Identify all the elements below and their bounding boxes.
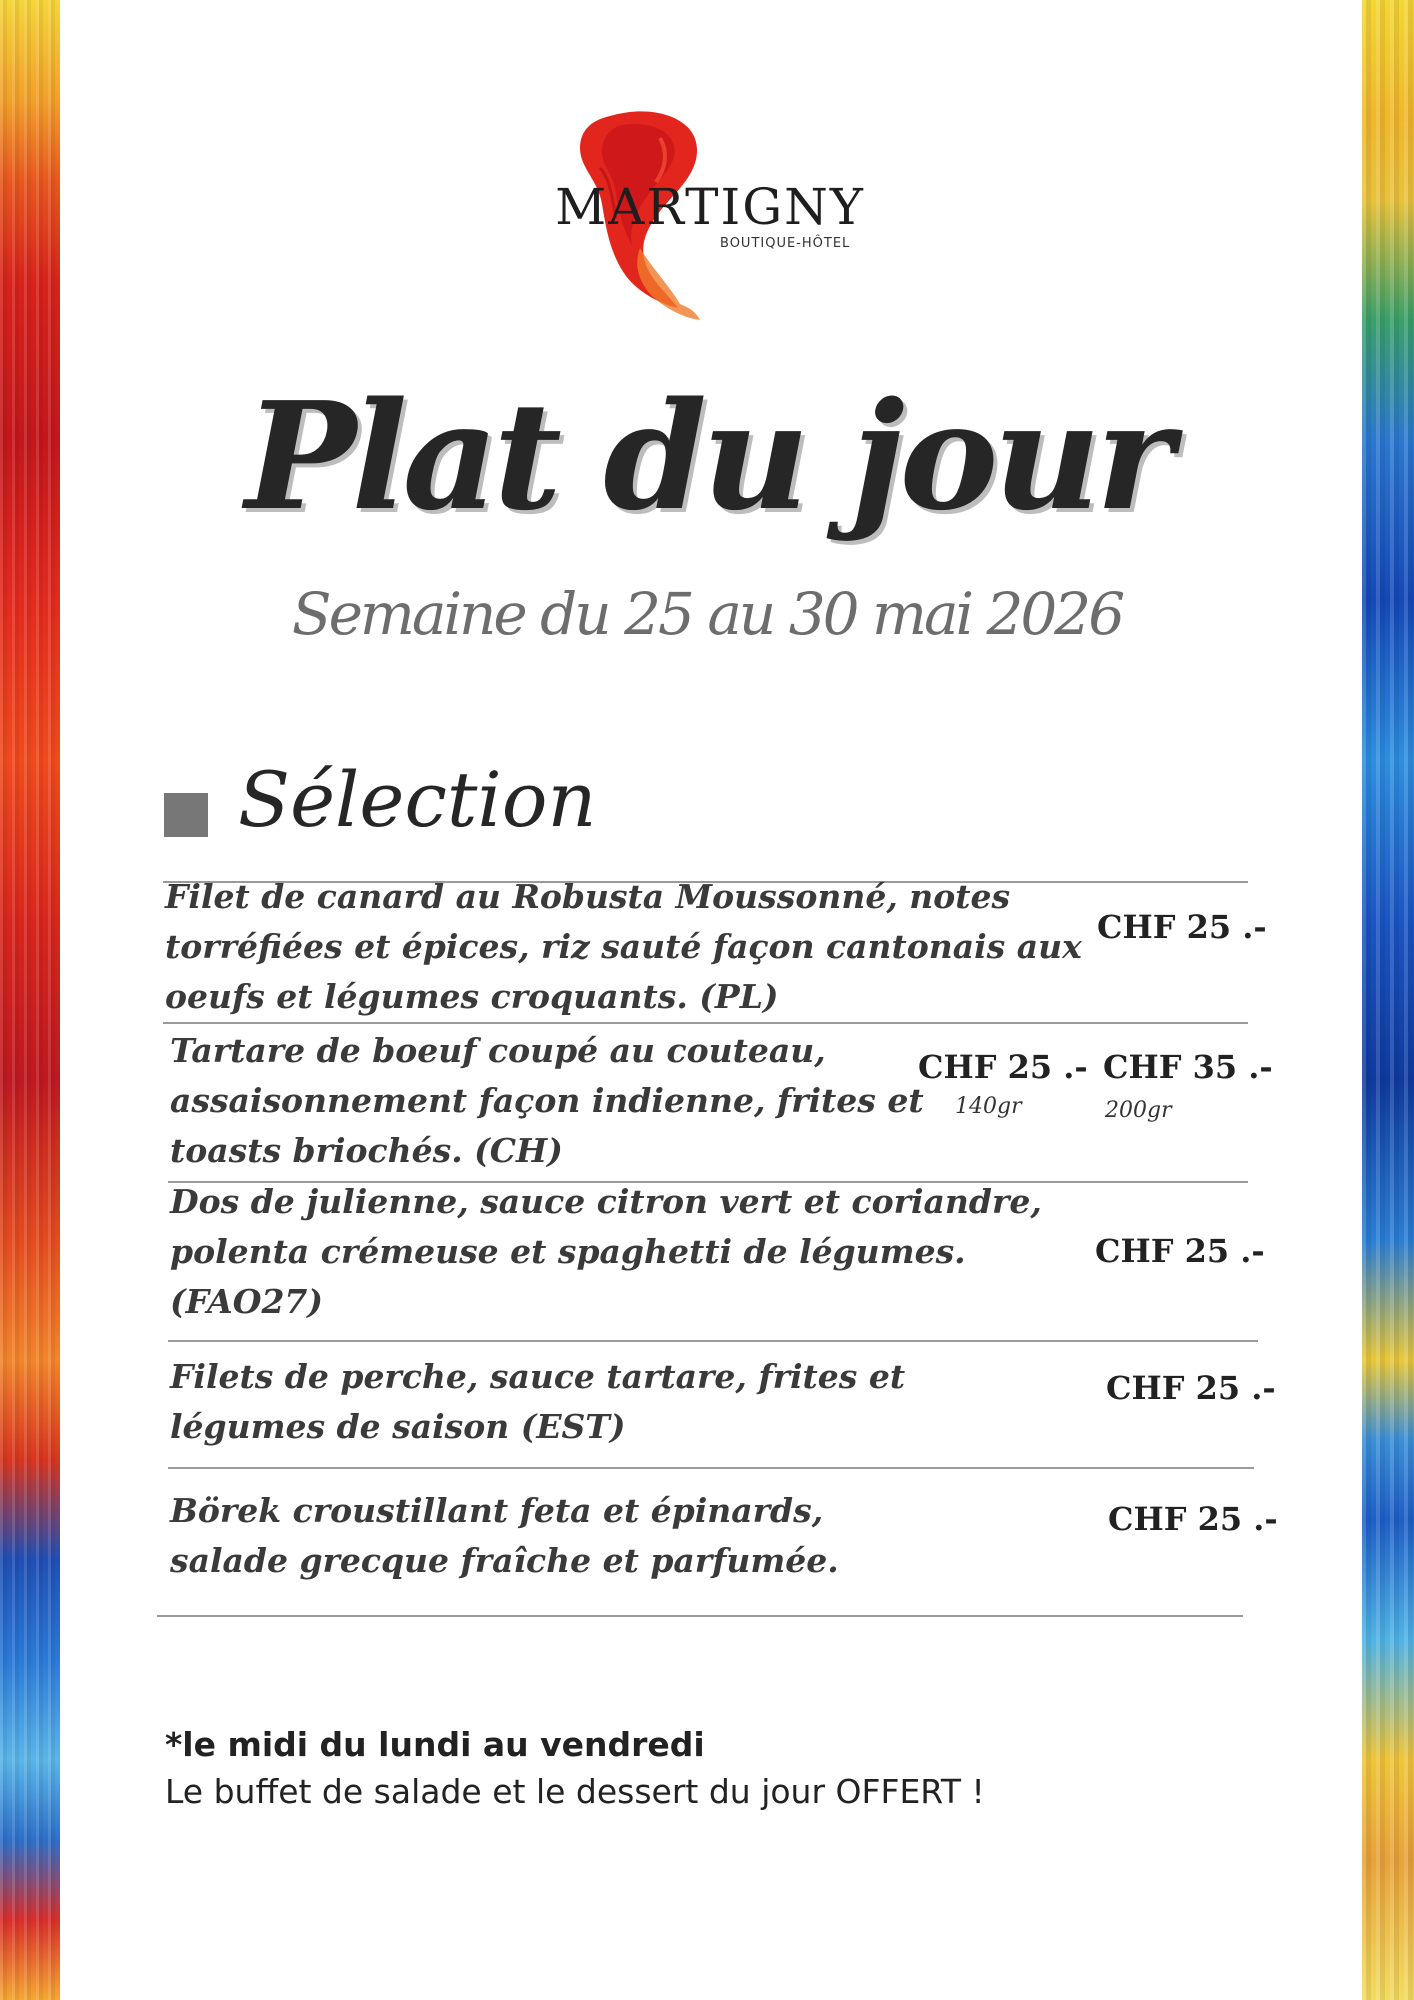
menu-item-price: CHF 25 .- xyxy=(1097,908,1267,946)
page-title: Plat du jour xyxy=(245,369,1169,543)
menu-item-price: CHF 25 .- xyxy=(1106,1369,1276,1407)
divider xyxy=(157,1615,1243,1617)
menu-item-weight-large: 200gr xyxy=(1105,1098,1172,1123)
divider xyxy=(168,1340,1258,1342)
logo-wordmark: MARTIGNY xyxy=(555,178,865,236)
section-square-icon xyxy=(164,793,208,837)
menu-item-description: Filets de perche, sauce tartare, frites et légumes de saison (EST) xyxy=(170,1357,906,1446)
menu-item-description: Tartare de boeuf coupé au couteau, assaisonnement façon indienne, frites et toasts briochés. (CH) xyxy=(170,1031,924,1170)
painted-border-left xyxy=(0,0,60,2000)
painted-border-right xyxy=(1362,0,1414,2000)
section-title: Sélection xyxy=(238,755,597,844)
divider xyxy=(163,1022,1248,1024)
menu-item-description: Börek croustillant feta et épinards, salade grecque fraîche et parfumée. xyxy=(170,1491,839,1580)
menu-item-price: CHF 25 .- xyxy=(1095,1232,1265,1270)
lunch-note: *le midi du lundi au vendredi xyxy=(165,1725,705,1764)
menu-item-description: Filet de canard au Robusta Moussonné, notes torréfiées et épices, riz sauté façon cantonais aux oeufs et légumes croquants. (PL) xyxy=(165,877,1082,1016)
menu-item-description: Dos de julienne, sauce citron vert et coriandre, polenta crémeuse et spaghetti de légumes. (FAO27) xyxy=(170,1182,1042,1321)
week-subtitle: Semaine du 25 au 30 mai 2026 xyxy=(291,580,1123,648)
menu-item-price: CHF 25 .- xyxy=(1108,1500,1278,1538)
menu-item-price-large: CHF 35 .- xyxy=(1103,1048,1273,1086)
offer-note: Le buffet de salade et le dessert du jour OFFERT ! xyxy=(165,1772,985,1811)
menu-item-weight-small: 140gr xyxy=(955,1094,1022,1119)
menu-item-price-small: CHF 25 .- xyxy=(918,1048,1088,1086)
logo-tagline: BOUTIQUE-HÔTEL xyxy=(720,236,851,251)
hotel-logo xyxy=(540,108,880,328)
divider xyxy=(168,1467,1254,1469)
